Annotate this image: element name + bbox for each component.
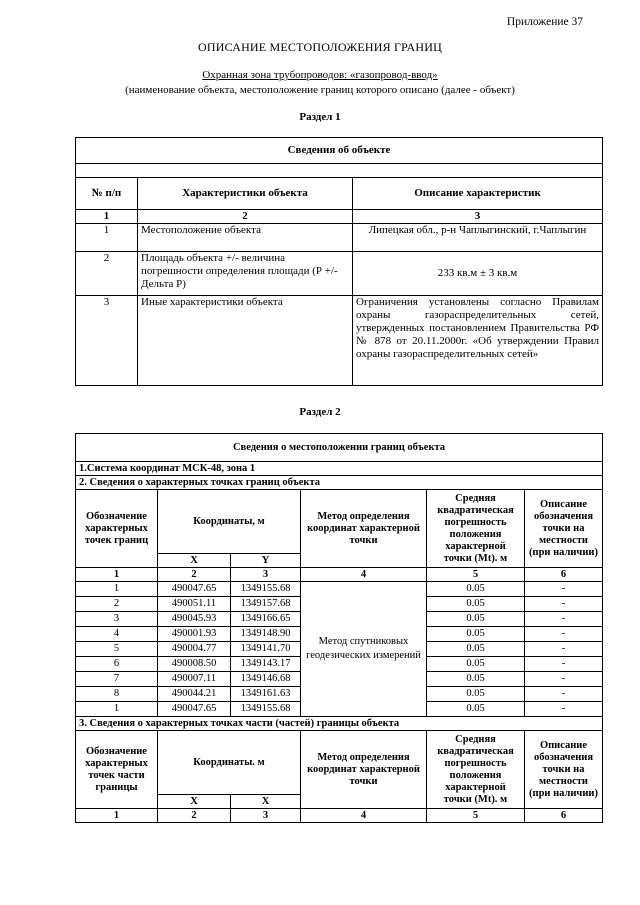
point-number: 1	[76, 582, 158, 597]
col-header-characteristic: Характеристики объекта	[138, 178, 353, 210]
point-mt: 0.05	[427, 702, 525, 717]
point-x: 490001.93	[158, 627, 231, 642]
table-title: Сведения о местоположении границ объекта	[76, 434, 603, 462]
point-desc: -	[525, 627, 603, 642]
col-header-y: Y	[231, 554, 301, 568]
table-row	[76, 252, 603, 296]
col-number: 6	[525, 809, 603, 823]
point-mt: 0.05	[427, 582, 525, 597]
col-number: 2	[158, 568, 231, 582]
table-row	[76, 224, 603, 252]
point-mt: 0.05	[427, 627, 525, 642]
point-y: 1349141.70	[231, 642, 301, 657]
point-number: 8	[76, 687, 158, 702]
spacer-row	[76, 164, 603, 178]
row-characteristic: Площадь объекта +/- величина погрешности определения площади (Р +/- Дельта Р)	[138, 252, 353, 296]
parts-header-method: Метод определения координат характерной точки	[301, 731, 427, 809]
point-number: 1	[76, 702, 158, 717]
col-header-description: Описание характеристик	[353, 178, 603, 210]
point-x: 490008.50	[158, 657, 231, 672]
table-row	[76, 296, 603, 386]
col-number: 5	[427, 809, 525, 823]
parts-heading: 3. Сведения о характерных точках части (частей) границы объекта	[76, 717, 603, 731]
point-y: 1349155.68	[231, 702, 301, 717]
point-mt: 0.05	[427, 672, 525, 687]
row-number: 3	[76, 296, 138, 386]
col-header-mt: Средняя квадратическая погрешность положения характерной точки (Mt). м	[427, 490, 525, 568]
point-desc: -	[525, 687, 603, 702]
point-desc: -	[525, 642, 603, 657]
point-number: 4	[76, 627, 158, 642]
col-number: 4	[301, 809, 427, 823]
table-title: Сведения об объекте	[76, 138, 603, 164]
parts-header-y: X	[231, 795, 301, 809]
row-characteristic: Иные характеристики объекта	[138, 296, 353, 386]
point-desc: -	[525, 672, 603, 687]
point-x: 490051.11	[158, 597, 231, 612]
point-number: 6	[76, 657, 158, 672]
row-number: 1	[76, 224, 138, 252]
col-number: 3	[231, 809, 301, 823]
point-desc: -	[525, 582, 603, 597]
point-desc: -	[525, 597, 603, 612]
object-note: (наименование объекта, местоположение границ которого описано (далее - объект)	[125, 84, 515, 96]
point-mt: 0.05	[427, 657, 525, 672]
point-x: 490047.65	[158, 702, 231, 717]
point-y: 1349146.68	[231, 672, 301, 687]
col-header-x: X	[158, 554, 231, 568]
point-desc: -	[525, 612, 603, 627]
point-number: 2	[76, 597, 158, 612]
col-number: 5	[427, 568, 525, 582]
parts-header-point: Обозначение характерных точек части границы	[76, 731, 158, 809]
col-number: 1	[76, 568, 158, 582]
point-x: 490007.11	[158, 672, 231, 687]
point-x: 490004.77	[158, 642, 231, 657]
method-cell: Метод спутниковых геодезических измерений	[301, 582, 427, 717]
col-number: 1	[76, 809, 158, 823]
boundary-table	[75, 433, 603, 823]
col-header-method: Метод определения координат характерной точки	[301, 490, 427, 568]
parts-header-coords: Координаты. м	[158, 731, 301, 795]
point-x: 490045.93	[158, 612, 231, 627]
section2-title: Раздел 2	[299, 406, 341, 418]
col-number: 2	[138, 210, 353, 224]
page-title: ОПИСАНИЕ МЕСТОПОЛОЖЕНИЯ ГРАНИЦ	[198, 40, 442, 54]
row-value: Ограничения установлены согласно Правилам охраны газораспределительных сетей, утвержденных постановлением Правительства РФ № 878 от 20.11.2000г. «Об утверждении Правил охраны газораспределительных сетей»	[353, 296, 603, 386]
point-y: 1349166.65	[231, 612, 301, 627]
row-number: 2	[76, 252, 138, 296]
point-y: 1349157.68	[231, 597, 301, 612]
point-x: 490047.65	[158, 582, 231, 597]
point-desc: -	[525, 657, 603, 672]
row-characteristic: Местоположение объекта	[138, 224, 353, 252]
point-number: 7	[76, 672, 158, 687]
point-x: 490044.21	[158, 687, 231, 702]
point-y: 1349148.90	[231, 627, 301, 642]
col-header-desc: Описание обозначения точки на местности (при наличии)	[525, 490, 603, 568]
col-header-number: № п/п	[76, 178, 138, 210]
parts-header-x: X	[158, 795, 231, 809]
point-number: 5	[76, 642, 158, 657]
appendix-label: Приложение 37	[506, 16, 583, 28]
col-header-coords: Координаты, м	[158, 490, 301, 554]
col-number: 3	[231, 568, 301, 582]
section1-title: Раздел 1	[299, 111, 341, 123]
col-number: 1	[76, 210, 138, 224]
col-number: 3	[353, 210, 603, 224]
point-y: 1349143.17	[231, 657, 301, 672]
point-mt: 0.05	[427, 612, 525, 627]
row-value: Липецкая обл., р-н Чаплыгинский, г.Чаплыгин	[353, 224, 603, 252]
row-value: 233 кв.м ± 3 кв.м	[353, 252, 603, 296]
point-number: 3	[76, 612, 158, 627]
point-mt: 0.05	[427, 642, 525, 657]
table-row	[76, 582, 603, 597]
col-number: 4	[301, 568, 427, 582]
point-mt: 0.05	[427, 597, 525, 612]
col-number: 6	[525, 568, 603, 582]
col-number: 2	[158, 809, 231, 823]
point-desc: -	[525, 702, 603, 717]
coord-system: 1.Система координат МСК-48, зона 1	[76, 462, 603, 476]
point-mt: 0.05	[427, 687, 525, 702]
parts-header-mt: Средняя квадратическая погрешность положения характерной точки (Mt). м	[427, 731, 525, 809]
point-y: 1349155.68	[231, 582, 301, 597]
parts-header-desc: Описание обозначения точки на местности (при наличии)	[525, 731, 603, 809]
object-name: Охранная зона трубопроводов: «газопровод-ввод»	[202, 69, 438, 81]
object-info-table	[75, 137, 603, 386]
point-y: 1349161.63	[231, 687, 301, 702]
col-header-point: Обозначение характерных точек границ	[76, 490, 158, 568]
points-heading: 2. Сведения о характерных точках границ объекта	[76, 476, 603, 490]
